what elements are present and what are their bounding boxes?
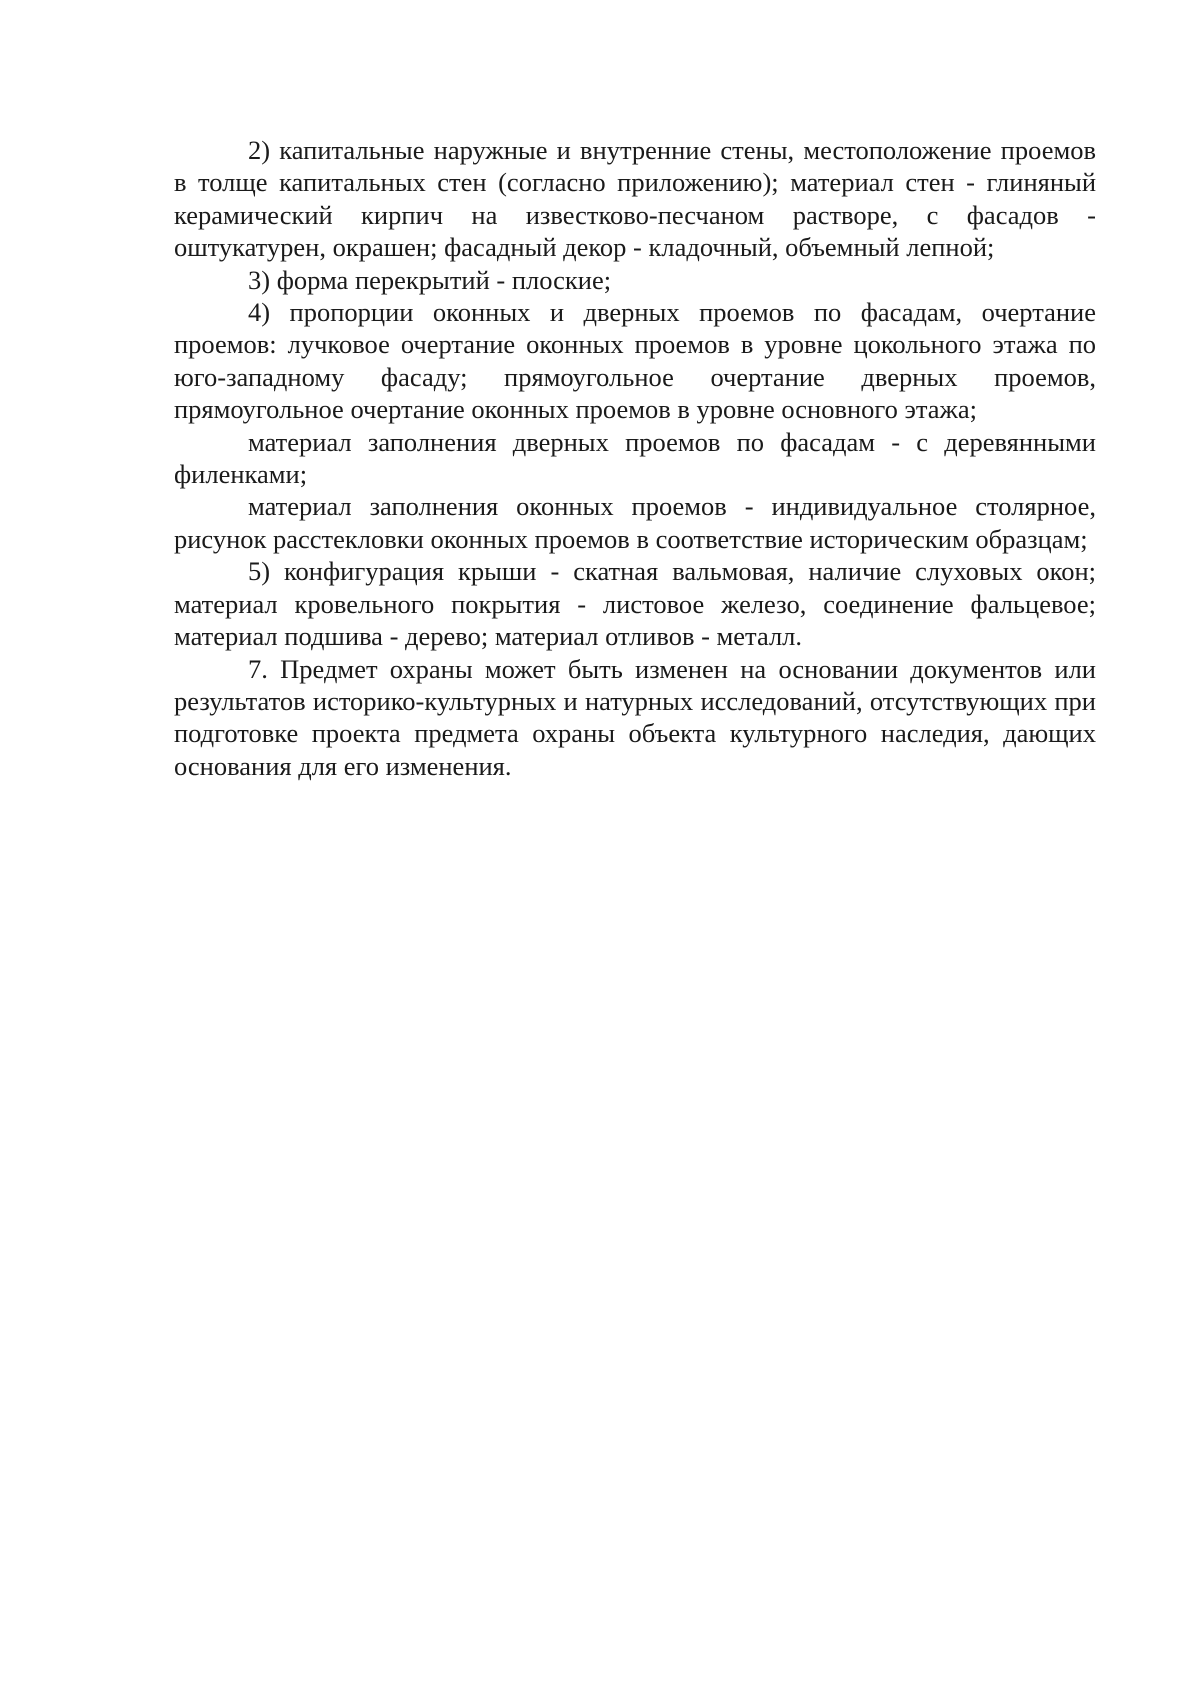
paragraph-openings: 4) пропорции оконных и дверных проемов по фасадам, очертание проемов: лучковое очертание оконных проемов в уровне цокольного этажа по юго-западному фасаду; прямоугольное очертание дверных проемов, прямоугольное очертание оконных проемов в уровне основного этажа; bbox=[174, 297, 1096, 425]
paragraph-roof: 5) конфигурация крыши - скатная вальмовая, наличие слуховых окон; материал кровельного покрытия - листовое железо, соединение фальцевое; материал подшива - дерево; материал отливов - металл. bbox=[174, 556, 1096, 652]
paragraph-protection-change: 7. Предмет охраны может быть изменен на основании документов или результатов историко-культурных и натурных исследований, отсутствующих при подготовке проекта предмета охраны объекта культурного наследия, дающих основания для его изменения. bbox=[174, 653, 1096, 781]
paragraph-window-fill: материал заполнения оконных проемов - индивидуальное столярное, рисунок расстекловки оконных проемов в соответствие историческим образцам; bbox=[174, 491, 1096, 554]
paragraph-door-fill: материал заполнения дверных проемов по фасадам - с деревянными филенками; bbox=[174, 426, 1096, 490]
paragraph-floors: 3) форма перекрытий - плоские; bbox=[248, 264, 612, 295]
document-body bbox=[174, 134, 1096, 782]
paragraph-walls: 2) капитальные наружные и внутренние стены, местоположение проемов в толще капитальных стен (согласно приложению); материал стен - глиняный керамический кирпич на известково-песчаном растворе, с фасадов - оштукатурен, окрашен; фасадный декор - кладочный, объемный лепной; bbox=[174, 135, 1096, 263]
